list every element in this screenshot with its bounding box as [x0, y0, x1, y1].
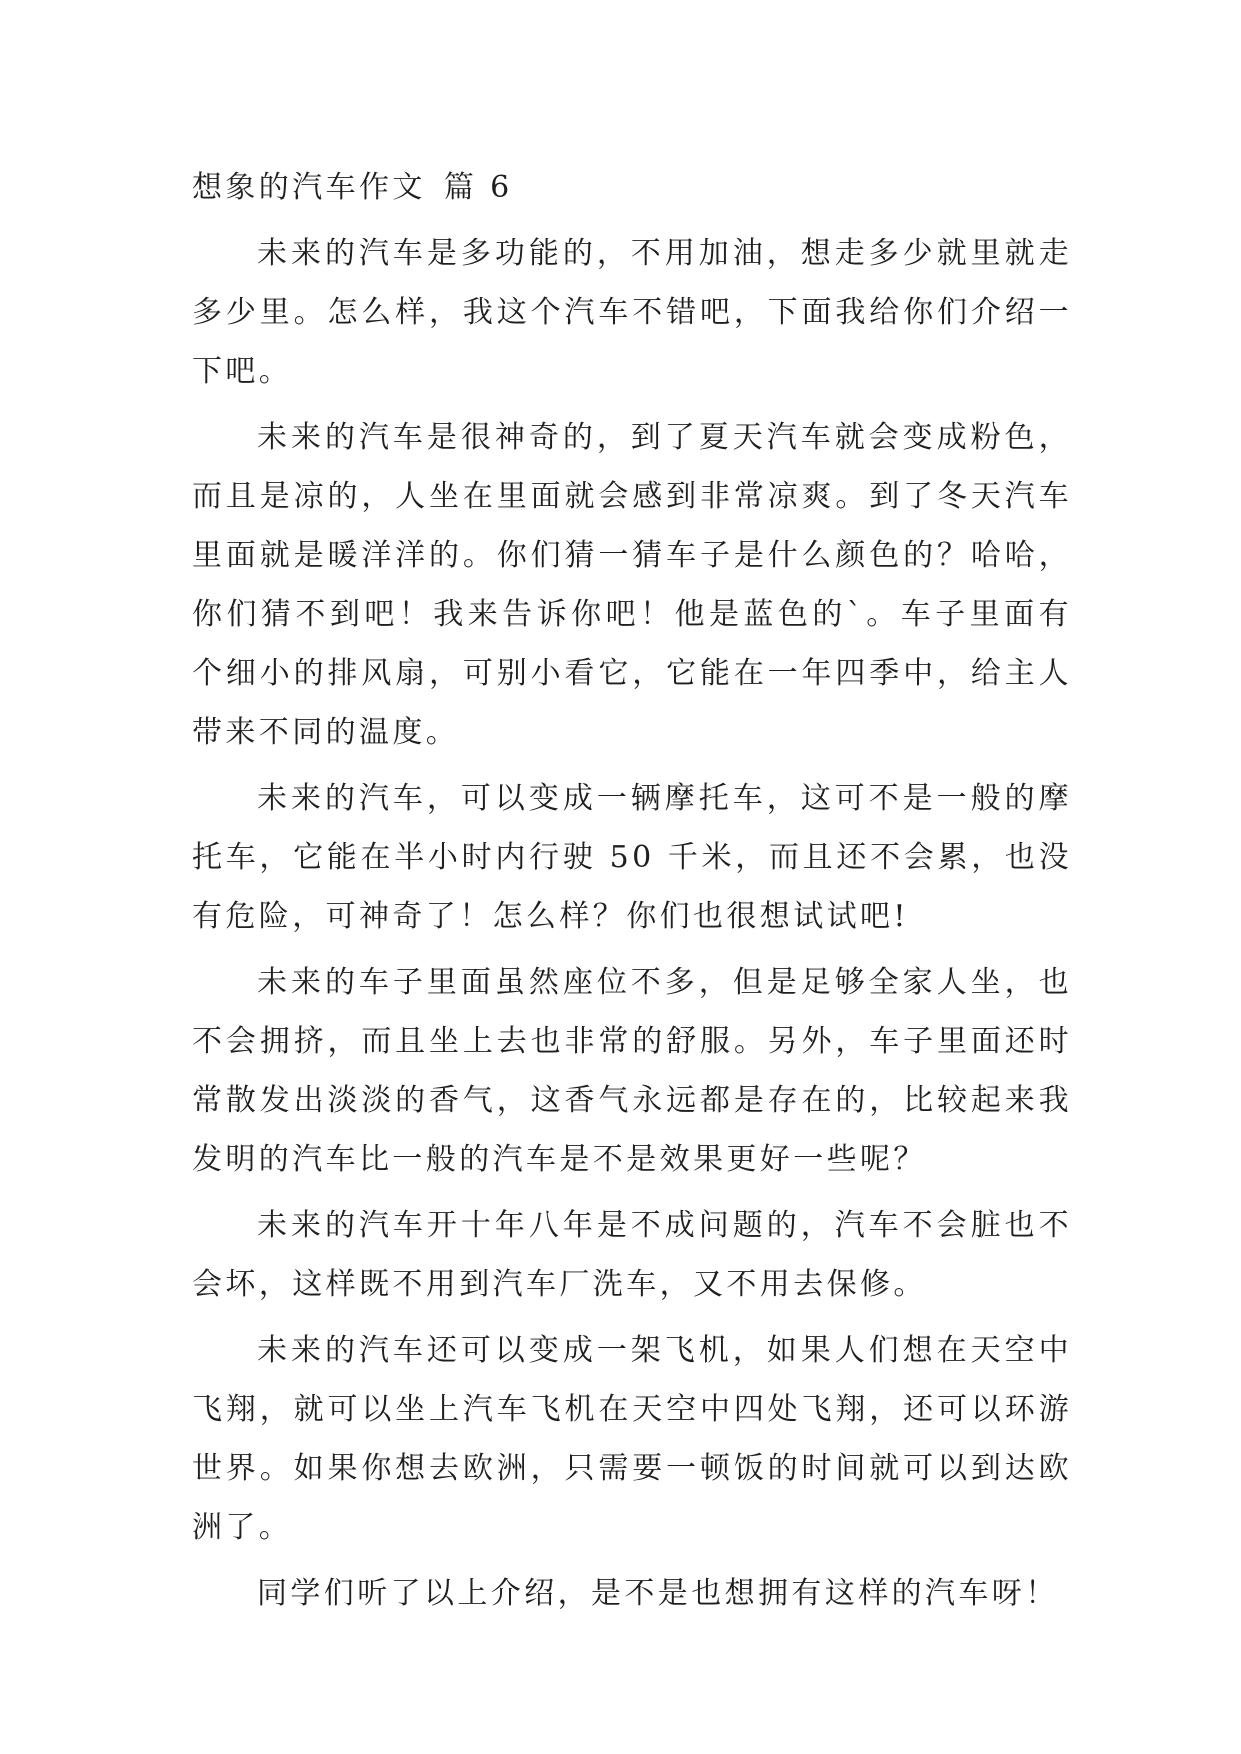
document-body [192, 158, 1072, 1630]
paragraph: 未来的汽车是很神奇的，到了夏天汽车就会变成粉色，而且是凉的，人坐在里面就会感到非常凉爽。到了冬天汽车里面就是暖洋洋的。你们猜一猜车子是什么颜色的？哈哈，你们猜不到吧！我来告诉你吧！他是蓝色的`。车子里面有个细小的排风扇，可别小看它，它能在一年四季中，给主人带来不同的温度。 [192, 420, 1072, 750]
paragraph: 未来的车子里面虽然座位不多，但是足够全家人坐，也不会拥挤，而且坐上去也非常的舒服。另外，车子里面还时常散发出淡淡的香气，这香气永远都是存在的，比较起来我发明的汽车比一般的汽车是不是效果更好一些呢？ [192, 965, 1072, 1177]
section-label: 篇 6 [443, 170, 513, 205]
document-title [192, 158, 1072, 217]
paragraph: 未来的汽车还可以变成一架飞机，如果人们想在天空中飞翔，就可以坐上汽车飞机在天空中四处飞翔，还可以环游世界。如果你想去欧洲，只需要一顿饭的时间就可以到达欧洲了。 [192, 1333, 1072, 1545]
title-text: 想象的汽车作文 [192, 170, 426, 205]
paragraph: 未来的汽车是多功能的，不用加油，想走多少就里就走多少里。怎么样，我这个汽车不错吧，下面我给你们介绍一下吧。 [192, 236, 1072, 389]
paragraph: 未来的汽车，可以变成一辆摩托车，这可不是一般的摩托车，它能在半小时内行驶 50 千米，而且还不会累，也没有危险，可神奇了！怎么样？你们也很想试试吧! [192, 781, 1072, 934]
paragraph: 未来的汽车开十年八年是不成问题的，汽车不会脏也不会坏，这样既不用到汽车厂洗车，又不用去保修。 [192, 1208, 1072, 1302]
paragraph: 同学们听了以上介绍，是不是也想拥有这样的汽车呀！ [257, 1576, 1059, 1611]
